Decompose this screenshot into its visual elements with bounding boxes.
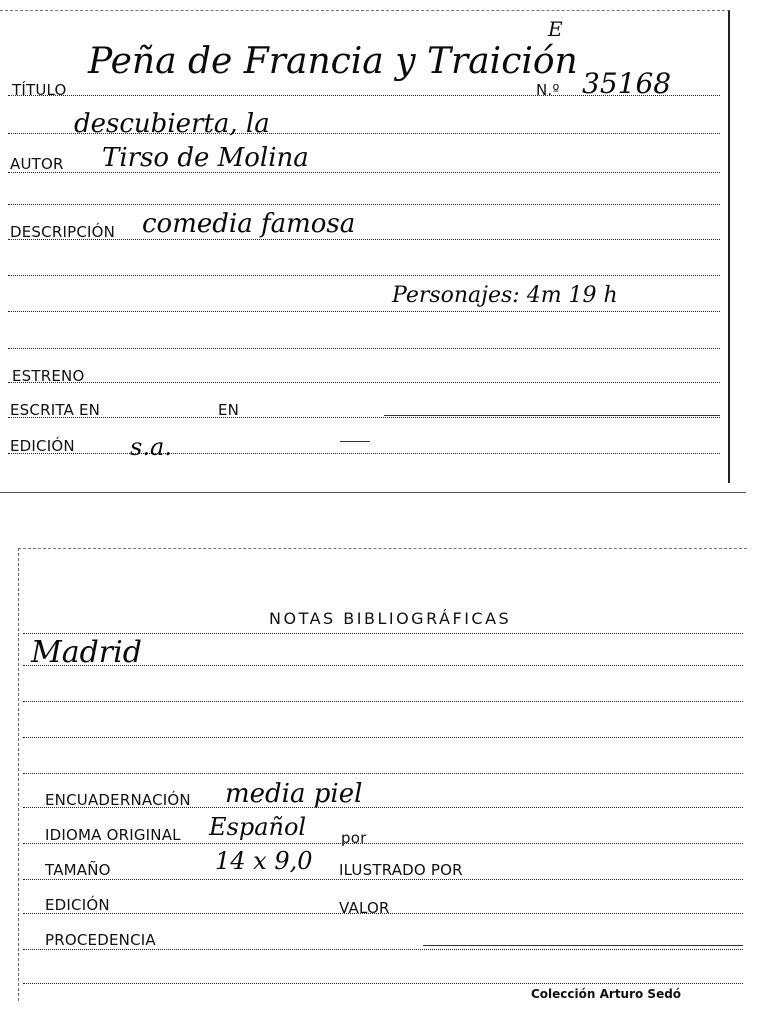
catalog-card-notes (18, 548, 747, 1001)
personajes-note: Personajes: 4m 19 h (392, 283, 618, 308)
edicion-value: s.a. (130, 433, 172, 461)
procedencia-rule (23, 949, 743, 950)
procedencia-underline (423, 945, 743, 946)
titulo-label: TÍTULO (12, 81, 67, 99)
por-label: por (341, 829, 367, 847)
blank-rule (8, 275, 720, 276)
autor-value: Tirso de Molina (102, 143, 309, 173)
tamano-rule (23, 879, 743, 880)
edicion-label: EDICIÓN (45, 896, 110, 914)
notas-value: Madrid (31, 635, 142, 670)
notas-rule (23, 773, 743, 774)
procedencia-label: PROCEDENCIA (45, 931, 156, 949)
notas-rule (23, 633, 743, 634)
numero-value: 35168 (582, 67, 672, 100)
bottom-rule (23, 983, 743, 984)
blank-rule (8, 348, 720, 349)
card-separator (0, 492, 746, 493)
autor-label: AUTOR (10, 155, 64, 173)
en-label: EN (218, 401, 240, 419)
idioma-original-label: IDIOMA ORIGINAL (45, 826, 181, 844)
titulo-value-line2: descubierta, la (74, 109, 270, 139)
tamano-value: 14 x 9,0 (215, 847, 313, 875)
valor-label: VALOR (339, 899, 390, 917)
escrita-rule (8, 417, 720, 418)
encuadernacion-label: ENCUADERNACIÓN (45, 791, 191, 809)
blank-rule (8, 311, 720, 312)
edicion-label: EDICIÓN (10, 437, 75, 455)
descripcion-value: comedia famosa (142, 209, 356, 239)
notas-rule (23, 737, 743, 738)
blank-rule (8, 204, 720, 205)
ilustrado-por-label: ILUSTRADO POR (339, 861, 463, 879)
notas-title: NOTAS BIBLIOGRÁFICAS (269, 609, 512, 628)
numero-prefix: E (548, 17, 563, 41)
idioma-original-value: Español (209, 813, 307, 841)
escrita-en-underline (384, 415, 720, 416)
pen-mark (340, 441, 370, 442)
encuadernacion-value: media piel (225, 779, 363, 809)
escrita-en-label: ESCRITA EN (10, 401, 101, 419)
descripcion-label: DESCRIPCIÓN (10, 223, 116, 241)
estreno-rule (8, 382, 720, 383)
catalog-card-main (0, 10, 730, 483)
numero-label: N.º (536, 81, 560, 99)
tamano-label: TAMAÑO (45, 861, 111, 879)
collection-footer: Colección Arturo Sedó (531, 987, 682, 1001)
estreno-label: ESTRENO (12, 367, 85, 385)
titulo-value: Peña de Francia y Traición (88, 41, 578, 82)
notas-rule (23, 701, 743, 702)
edicion-rule (8, 453, 720, 454)
